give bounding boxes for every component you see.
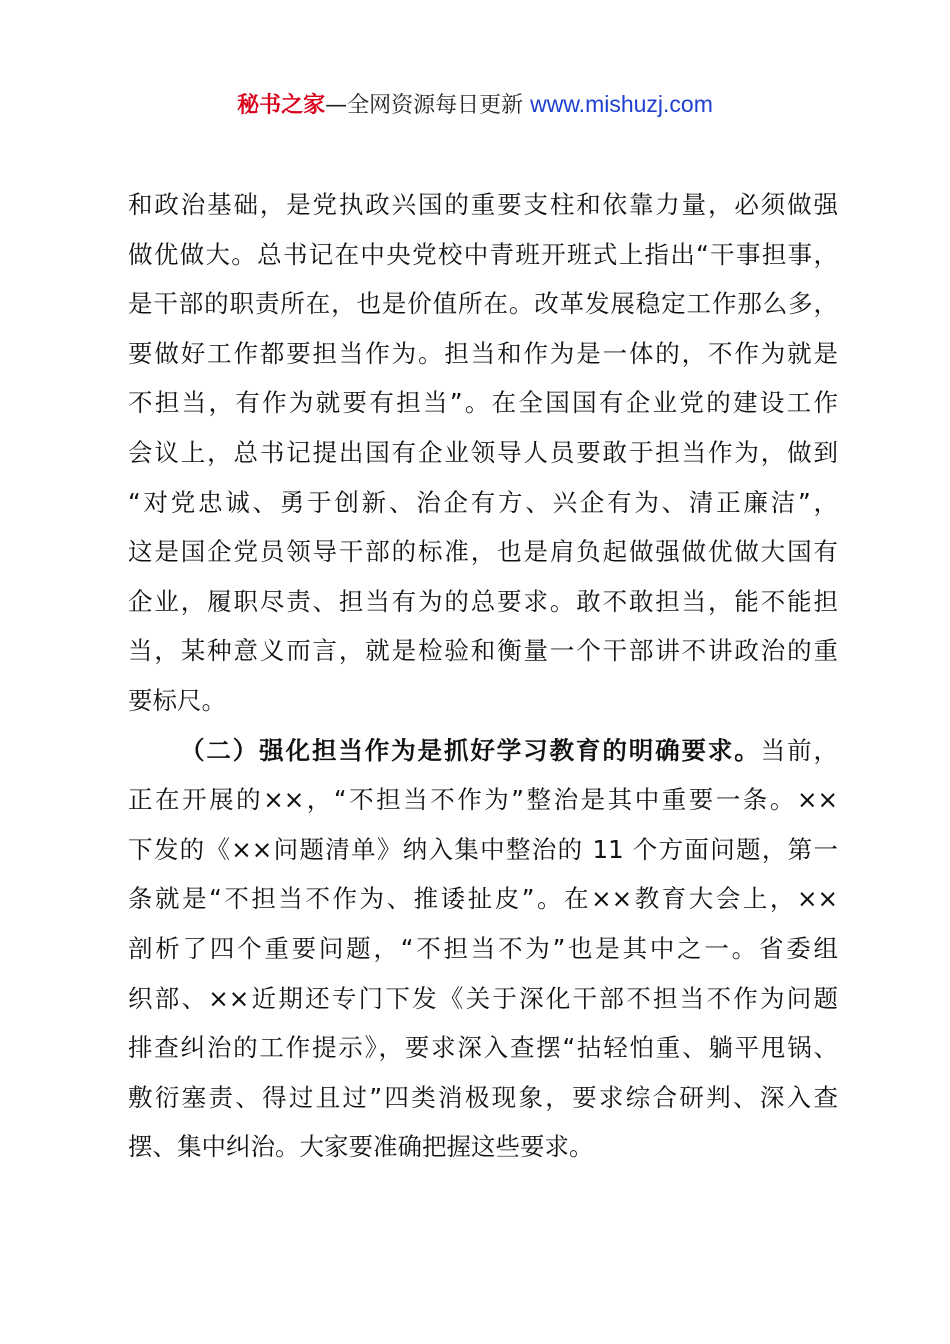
text-line: 要做好工作都要担当作为。担当和作为是一体的，不作为就是 bbox=[128, 338, 838, 368]
text-line: 要标尺。 bbox=[128, 685, 226, 715]
text-line: 摆、集中纠治。大家要准确把握这些要求。 bbox=[128, 1132, 594, 1162]
text-line: 织部、××近期还专门下发《关于深化干部不担当不作为问题 bbox=[128, 983, 838, 1013]
section-heading-line bbox=[128, 726, 838, 776]
header-tagline: —全网资源每日更新 bbox=[325, 93, 531, 118]
text-line: 下发的《××问题清单》纳入集中整治的 11 个方面问题，第一 bbox=[128, 834, 838, 864]
text-line: 和政治基础，是党执政兴国的重要支柱和依靠力量，必须做强 bbox=[128, 190, 838, 219]
paragraph-2 bbox=[128, 726, 838, 1172]
page-header bbox=[0, 86, 950, 124]
section-heading: （二）强化担当作为是抓好学习教育的明确要求。 bbox=[180, 735, 761, 765]
text-line: 做优做大。总书记在中央党校中青班开班式上指出“干事担事， bbox=[128, 239, 838, 269]
text-line: 当，某种意义而言，就是检验和衡量一个干部讲不讲政治的重 bbox=[128, 636, 838, 666]
text-span: 当前， bbox=[760, 735, 839, 765]
text-line: 条就是“不担当不作为、推诿扯皮”。在××教育大会上，×× bbox=[128, 884, 838, 914]
text-line: 企业，履职尽责、担当有为的总要求。敢不敢担当，能不能担 bbox=[128, 586, 838, 616]
paragraph-1 bbox=[128, 180, 838, 726]
brand-name: 秘书之家 bbox=[237, 93, 326, 118]
text-line: 正在开展的××，“不担当不作为”整治是其中重要一条。×× bbox=[128, 785, 838, 815]
text-line: 这是国企党员领导干部的标准，也是肩负起做强做优做大国有 bbox=[128, 537, 838, 567]
text-line: 会议上，总书记提出国有企业领导人员要敢于担当作为，做到 bbox=[128, 437, 838, 467]
text-line: 剖析了四个重要问题，“不担当不为”也是其中之一。省委组 bbox=[128, 933, 838, 963]
document-body bbox=[128, 180, 838, 1172]
text-line: 敷衍塞责、得过且过”四类消极现象，要求综合研判、深入查 bbox=[128, 1082, 838, 1112]
text-line: 排查纠治的工作提示》，要求深入查摆“拈轻怕重、躺平甩锅、 bbox=[128, 1033, 838, 1063]
text-line: 是干部的职责所在，也是价值所在。改革发展稳定工作那么多， bbox=[128, 289, 838, 319]
text-line: 不担当，有作为就要有担当”。在全国国有企业党的建设工作 bbox=[128, 388, 838, 418]
text-line: “对党忠诚、勇于创新、治企有方、兴企有为、清正廉洁”， bbox=[128, 487, 838, 517]
site-url-link[interactable]: www.mishuzj.com bbox=[530, 91, 713, 117]
